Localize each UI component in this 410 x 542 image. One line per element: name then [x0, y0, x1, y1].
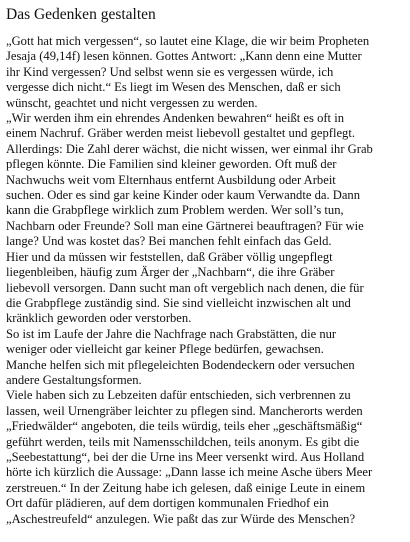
- document-title: Das Gedenken gestalten: [6, 6, 156, 23]
- text-line: „Gott hat mich vergessen“, so lautet eine Klage, die wir beim Propheten: [6, 34, 370, 48]
- text-line: andere Gestaltungsformen.: [6, 372, 142, 387]
- text-line: Hier und da müssen wir feststellen, daß Gräber völlig ungepflegt: [6, 249, 333, 264]
- text-line: weniger oder vielleicht gar keiner Pflege bedürfen, gewachsen.: [6, 342, 324, 357]
- text-line: einem Nachruf. Gräber werden meist liebevoll gestaltet und gepflegt.: [6, 126, 355, 141]
- text-line: suchen. Oder es sind gar keine Kinder oder kaum Verwandte da. Dann: [6, 188, 361, 203]
- text-line: Viele haben sich zu Lebzeiten dafür entschieden, sich verbrennen zu: [6, 388, 351, 403]
- text-line: ihr Kind vergessen? Und selbst wenn sie es vergessen würde, ich: [6, 64, 334, 79]
- text-line: liegenbleiben, häufig zum Ärger der „Nachbarn“, die ihre Gräber: [6, 265, 335, 280]
- text-line: Nachbarn oder Freunde? Soll man eine Gärtnerei beauftragen? Für wie: [6, 218, 364, 233]
- text-line: geführt werden, teils mit Namensschildchen, teils anonym. Es gibt die: [6, 434, 360, 449]
- text-line: „Seebestattung“, bei der die Urne ins Meer versenkt wird. Aus Holland: [6, 449, 365, 464]
- text-line: lange? Und was kostet das? Bei manchen fehlt einfach das Geld.: [6, 234, 332, 249]
- text-line: wünscht, geachtet und nicht vergessen zu werden.: [6, 95, 258, 110]
- text-line: Ort dafür plädieren, auf dem dortigen kommunalen Friedhof ein: [6, 496, 329, 511]
- text-line: „Aschestreufeld“ anzulegen. Wie paßt das zur Würde des Menschen?: [6, 511, 356, 526]
- text-line: liebevoll versorgen. Dann sucht man oft vergeblich nach denen, die für: [6, 280, 364, 295]
- text-line: Jesaja (49,14f) lesen können. Gottes Antwort: „Kann denn eine Mutter: [6, 49, 362, 64]
- text-line: hörte ich kürzlich die Aussage: „Dann lasse ich meine Asche übers Meer: [6, 465, 373, 480]
- text-line: So ist im Laufe der Jahre die Nachfrage nach Grabstätten, die nur: [6, 326, 337, 341]
- text-line: „Friedwälder“ angeboten, die teils würdig, teils eher „geschäftsmäßig“: [6, 419, 363, 434]
- text-line: kann die Grabpflege wirklich zum Problem werden. Wer soll’s tun,: [6, 203, 344, 218]
- text-line: Manche helfen sich mit pflegeleichten Bodendeckern oder versuchen: [6, 357, 355, 372]
- text-line: vergesse dich nicht.“ Es liegt im Wesen des Menschen, daß er sich: [6, 80, 341, 95]
- text-line: die Grabpflege zuständig sind. Sie sind vielleicht inzwischen alt und: [6, 295, 351, 310]
- text-line: kränklich geworden oder verstorben.: [6, 311, 192, 326]
- text-line: „Wir werden ihm ein ehrendes Andenken bewahren“ heißt es oft in: [6, 111, 345, 126]
- text-line: Nachwuchs weit vom Elternhaus entfernt Ausbildung oder Arbeit: [6, 172, 336, 187]
- text-line: lassen, weil Urnengräber leichter zu pflegen sind. Mancherorts werden: [6, 403, 363, 418]
- document-body: [6, 34, 404, 527]
- text-line: zerstreuen.“ In der Zeitung habe ich gelesen, daß einige Leute in einem: [6, 480, 366, 495]
- text-line: pflegen könnte. Die Familien sind kleiner geworden. Oft muß der: [6, 157, 337, 172]
- text-line: Allerdings: Die Zahl derer wächst, die nicht wissen, wer einmal ihr Grab: [6, 141, 373, 156]
